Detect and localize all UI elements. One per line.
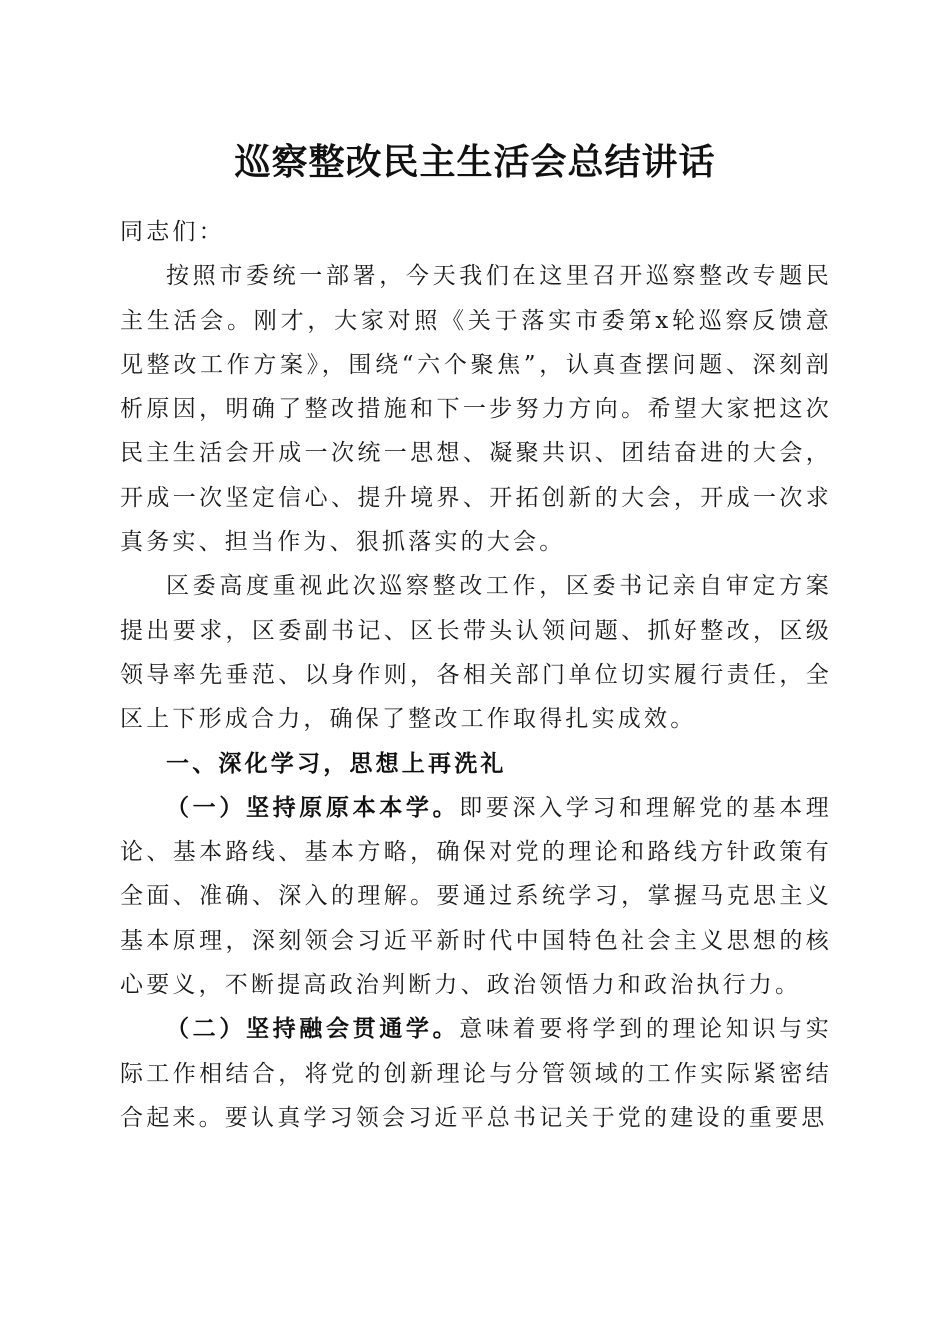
section-item [120, 786, 832, 1007]
section-item-lead: （一）坚持原原本本学。 [166, 793, 460, 821]
section-heading: 一、深化学习，思想上再洗礼 [166, 750, 507, 777]
document-body [120, 210, 832, 1140]
section-item-text: 即要深入学习和理解党的基本理论、基本路线、基本方略，确保对党的理论和路线方针政策有全面、准确、深入的理解。要通过系统学习，掌握马克思主义基本原理，深刻领会习近平新时代中国特色社会主义思想的核心要义，不断提高政治判断力、政治领悟力和政治执行力。 [120, 794, 832, 999]
section-item [120, 1007, 832, 1140]
section-item-text: 意味着要将学到的理论知识与实际工作相结合，将党的创新理论与分管领域的工作实际紧密结合起来。要认真学习领会习近平总书记关于党的建设的重要思 [120, 1016, 832, 1131]
paragraph-intro: 按照市委统一部署，今天我们在这里召开巡察整改专题民主生活会。刚才，大家对照《关于落实市委第x轮巡察反馈意见整改工作方案》，围绕“六个聚焦”，认真查摆问题、深刻剖析原因，明确了整改措施和下一步努力方向。希望大家把这次民主生活会开成一次统一思想、凝聚共识、团结奋进的大会，开成一次坚定信心、提升境界、开拓创新的大会，开成一次求真务实、担当作为、狠抓落实的大会。 [120, 263, 832, 556]
document-title: 巡察整改民主生活会总结讲话 [234, 141, 716, 183]
salutation: 同志们： [120, 219, 225, 245]
section-item-lead: （二）坚持融会贯通学。 [166, 1015, 460, 1043]
paragraph-context: 区委高度重视此次巡察整改工作，区委书记亲自审定方案提出要求，区委副书记、区长带头认领问题、抓好整改，区级领导率先垂范、以身作则，各相关部门单位切实履行责任，全区上下形成合力，确保了整改工作取得扎实成效。 [120, 573, 832, 733]
